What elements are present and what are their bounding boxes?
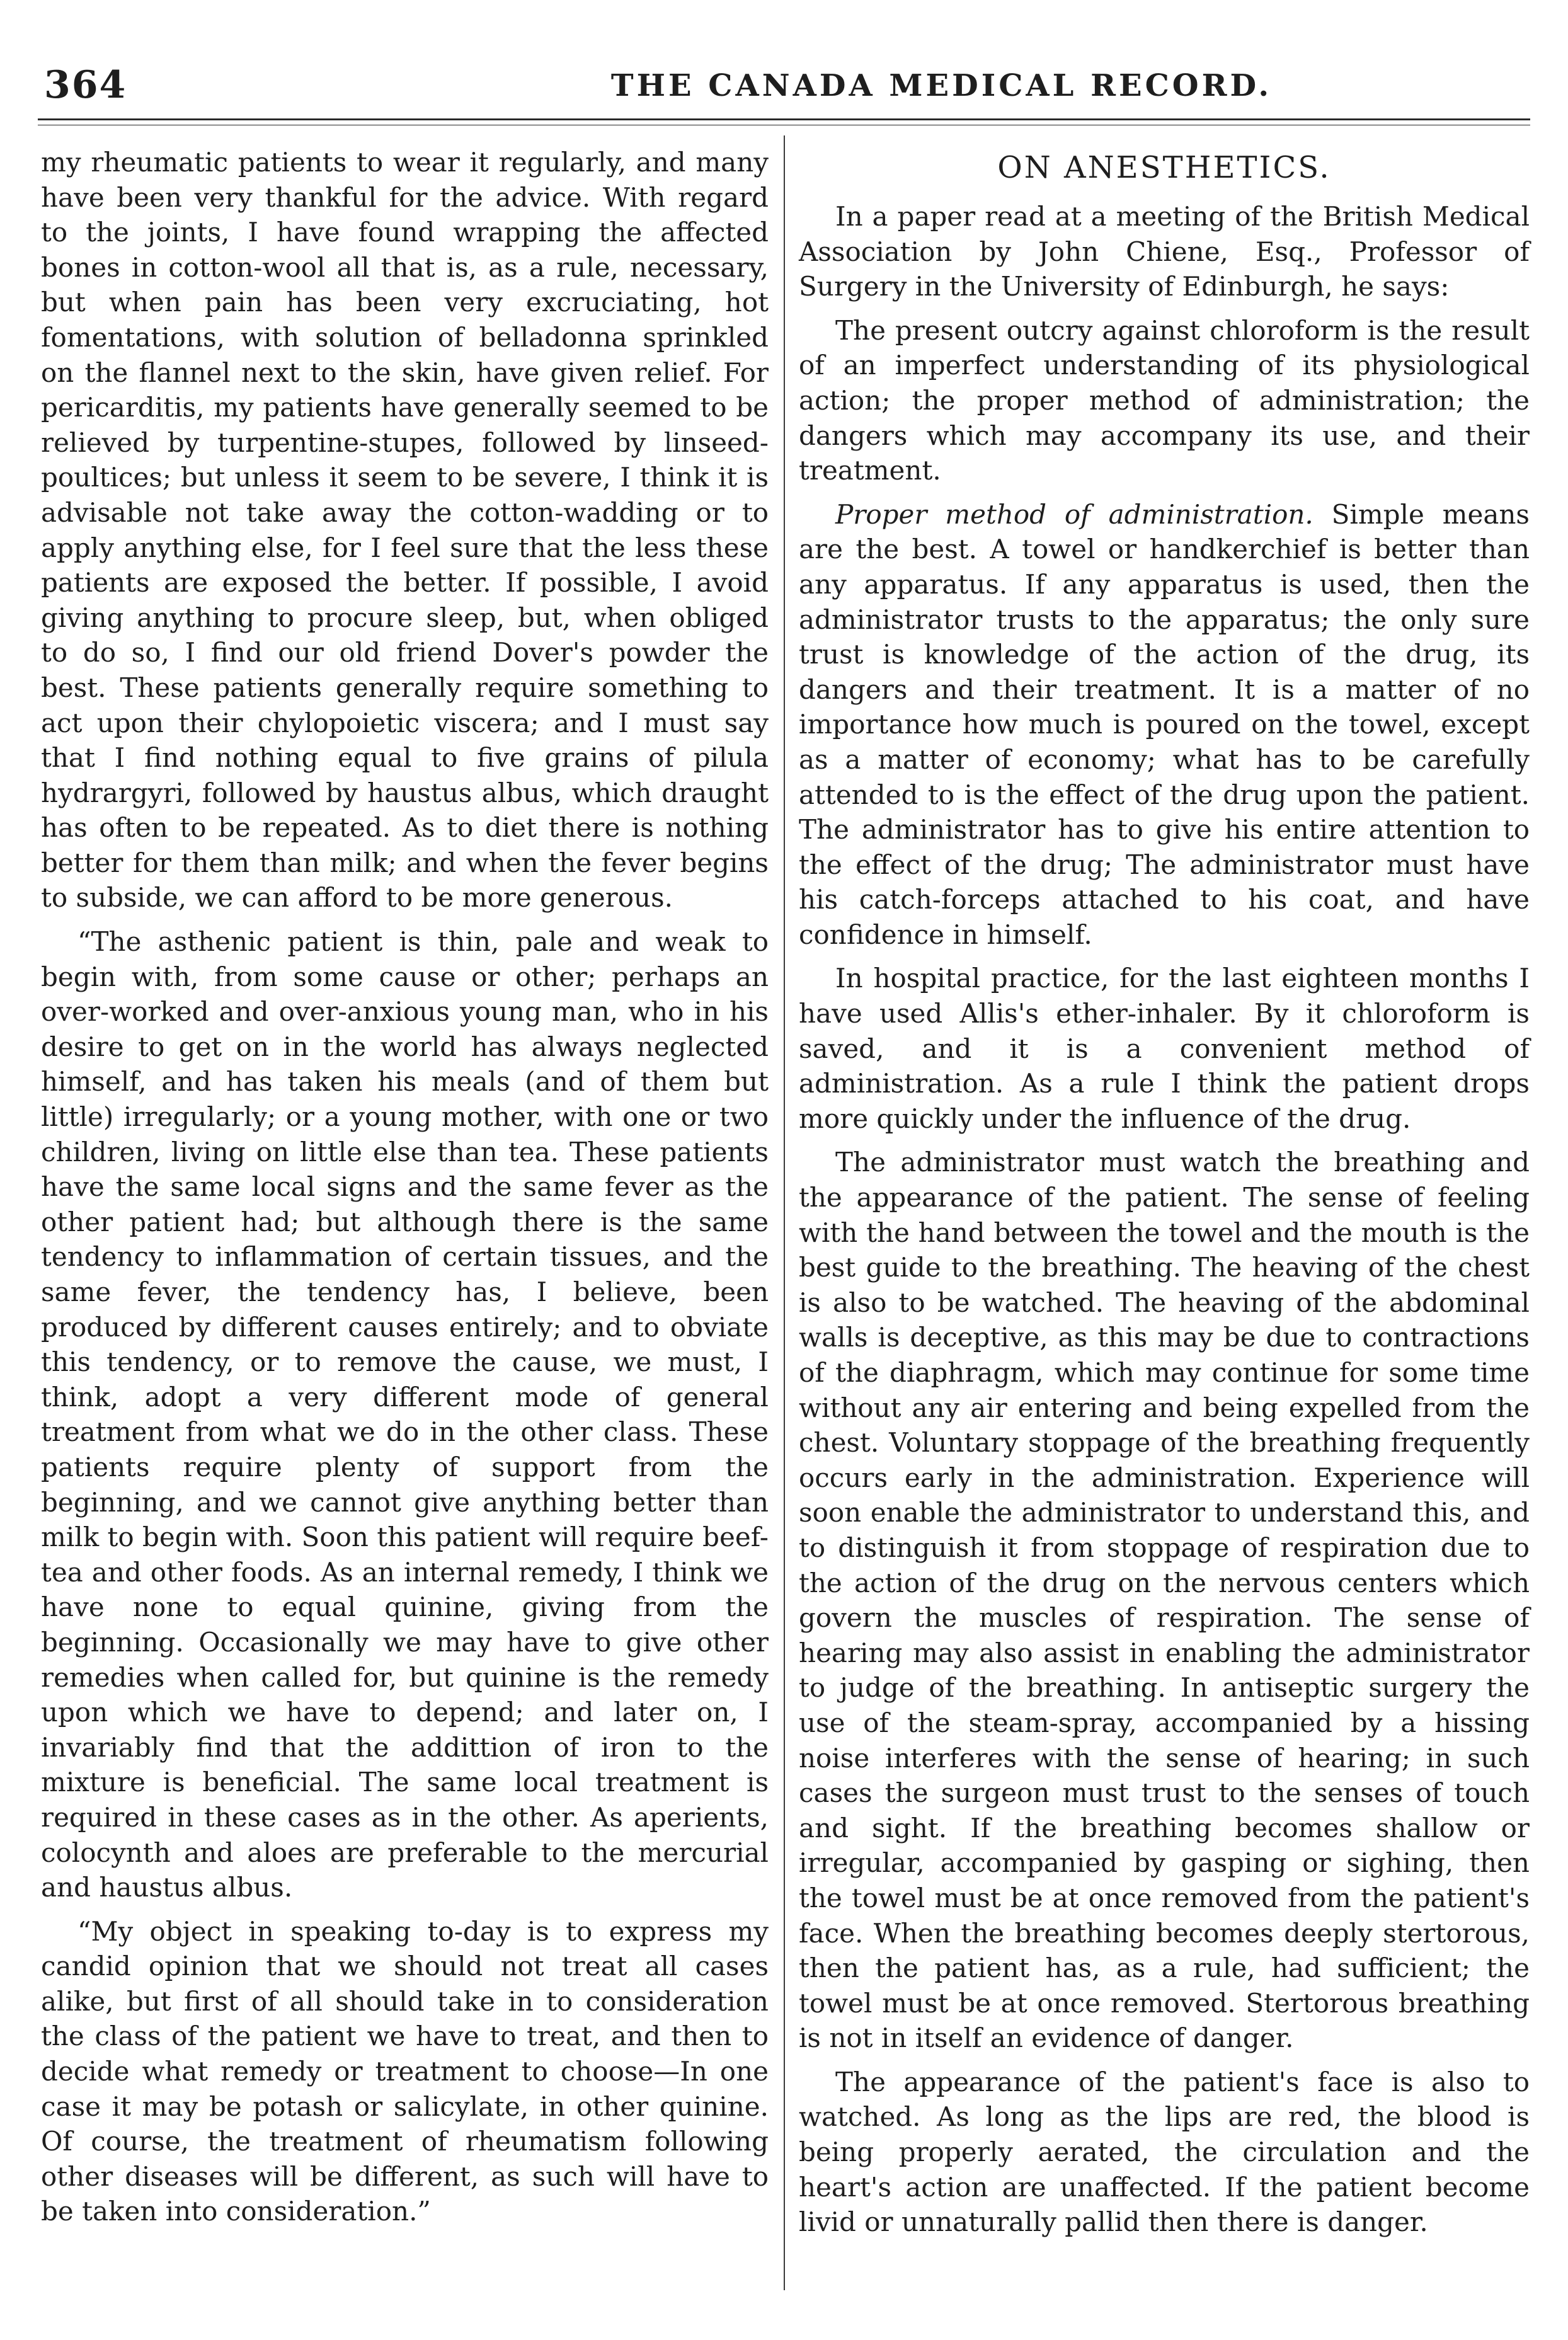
- section-heading-method: Proper method of administration.: [835, 498, 1313, 530]
- article-paragraph-4: The administrator must watch the breathing and the appearance of the patient. The sense of feeling with the hand between the towel and the mouth is the best guide to the breathing. The heaving of the chest is also to be watched. The heaving of the abdominal walls is deceptive, as this may be due to contractions of the diaphragm, which may continue for some time without any air entering and being expelled from the chest. Voluntary stoppage of the breathing frequently occurs early in the administration. Experience will soon enable the administrator to understand this, and to distinguish it from stoppage of respiration due to the action of the drug on the nervous centers which govern the muscles of respiration. The sense of hearing may also assist in enabling the administrator to judge of the breathing. In antiseptic surgery the use of the steam-spray, accompanied by a hissing noise interferes with the sense of hearing; in such cases the surgeon must trust to the senses of touch and sight. If the breathing becomes shallow or irregular, accompanied by gasping or sighing, then the towel must be at once removed from the patient's face. When the breathing becomes deeply stertorous, then the patient has, as a rule, had sufficient; the towel must be at once removed. Stertorous breathing is not in itself an evidence of danger.: [799, 1147, 1530, 2054]
- journal-title: THE CANADA MEDICAL RECORD.: [610, 68, 1273, 103]
- article-paragraph-5: The appearance of the patient's face is also to watched. As long as the lips are red, the blood is being properly aerated, the circulation and the heart's action are unaffected. If the patient become livid or unnaturally pallid then there is danger.: [799, 2066, 1530, 2238]
- page-header: [44, 57, 1524, 113]
- header-rule: [38, 118, 1530, 120]
- article-paragraph-1: The present outcry against chloroform is the result of an imperfect understanding of its physiological action; the proper method of administration; the dangers which may accompany its use, and their treatment.: [799, 314, 1530, 486]
- article-paragraph-2-body: Simple means are the best. A towel or handkerchief is better than any apparatus. If any apparatus is used, then the administrator trusts to the apparatus; the only sure trust is knowledge of the action of the drug, its dangers and their treatment. It is a matter of no importance how much is poured on the towel, except as a matter of economy; what has to be carefully attended to is the effect of the drug upon the patient. The administrator has to give his entire attention to the effect of the drug; The administrator must have his catch-forceps attached to his coat, and have confidence in himself.: [799, 498, 1530, 950]
- page-number: 364: [44, 63, 127, 107]
- right-column: [799, 145, 1530, 2249]
- left-paragraph-3: “My object in speaking to-day is to express my candid opinion that we should not treat all cases alike, but first of all should take in to consideration the class of the patient we have to treat, and then to decide what remedy or treatment to choose—In one case it may be potash or salicylate, in other quinine. Of course, the treatment of rheumatism following other diseases will be different, as such will have to be taken into consideration.”: [41, 1915, 769, 2227]
- left-paragraph-1: my rheumatic patients to wear it regularly, and many have been very thankful for the advice. With regard to the joints, I have found wrapping the affected bones in cotton-wool all that is, as a rule, necessary, but when pain has been very excruciating, hot fomentations, with solution of belladonna sprinkled on the flannel next to the skin, have given relief. For pericarditis, my patients have generally seemed to be relieved by turpentine-stupes, followed by linseed-poultices; but unless it seem to be severe, I think it is advisable not take away the cotton-wadding or to apply anything else, for I feel sure that the less these patients are exposed the better. If possible, I avoid giving anything to procure sleep, but, when obliged to do so, I find our old friend Dover's powder the best. These patients generally require something to act upon their chylopoietic viscera; and I must say that I find nothing equal to five grains of pilula hydrargyri, followed by haustus albus, which draught has often to be repeated. As to diet there is nothing better for them than milk; and when the fever begins to subside, we can afford to be more generous.: [41, 147, 769, 914]
- article-paragraph-3: In hospital practice, for the last eighteen months I have used Allis's ether-inhaler. By it chloroform is saved, and it is a convenient method of administration. As a rule I think the patient drops more quickly under the influence of the drug.: [799, 963, 1530, 1134]
- article-paragraph-2: [799, 497, 1530, 953]
- left-column: [41, 145, 769, 2238]
- left-paragraph-2: “The asthenic patient is thin, pale and weak to begin with, from some cause or other; perhaps an over-worked and over-anxious young man, who in his desire to get on in the world has always neglected himself, and has taken his meals (and of them but little) irregularly; or a young mother, with one or two children, living on little else than tea. These patients have the same local signs and the same fever as the other patient had; but although there is the same tendency to inflammation of certain tissues, and the same fever, the tendency has, I believe, been produced by different causes entirely; and to obviate this tendency, or to remove the cause, we must, I think, adopt a very different mode of general treatment from what we do in the other class. These patients require plenty of support from the beginning, and we cannot give anything better than milk to begin with. Soon this patient will require beef-tea and other foods. As an internal remedy, I think we have none to equal quinine, giving from the beginning. Occasionally we may have to give other remedies when called for, but quinine is the remedy upon which we have to depend; and later on, I invariably find that the addittion of iron to the mixture is beneficial. The same local treatment is required in these cases as in the other. As aperients, colocynth and aloes are preferable to the mercurial and haustus albus.: [41, 926, 769, 1903]
- article-title: ON ANESTHETICS.: [997, 150, 1331, 185]
- article-intro: In a paper read at a meeting of the British Medical Association by John Chiene, Esq., Professor of Surgery in the University of Edinburgh, he says:: [799, 201, 1530, 302]
- column-divider: [784, 135, 785, 2290]
